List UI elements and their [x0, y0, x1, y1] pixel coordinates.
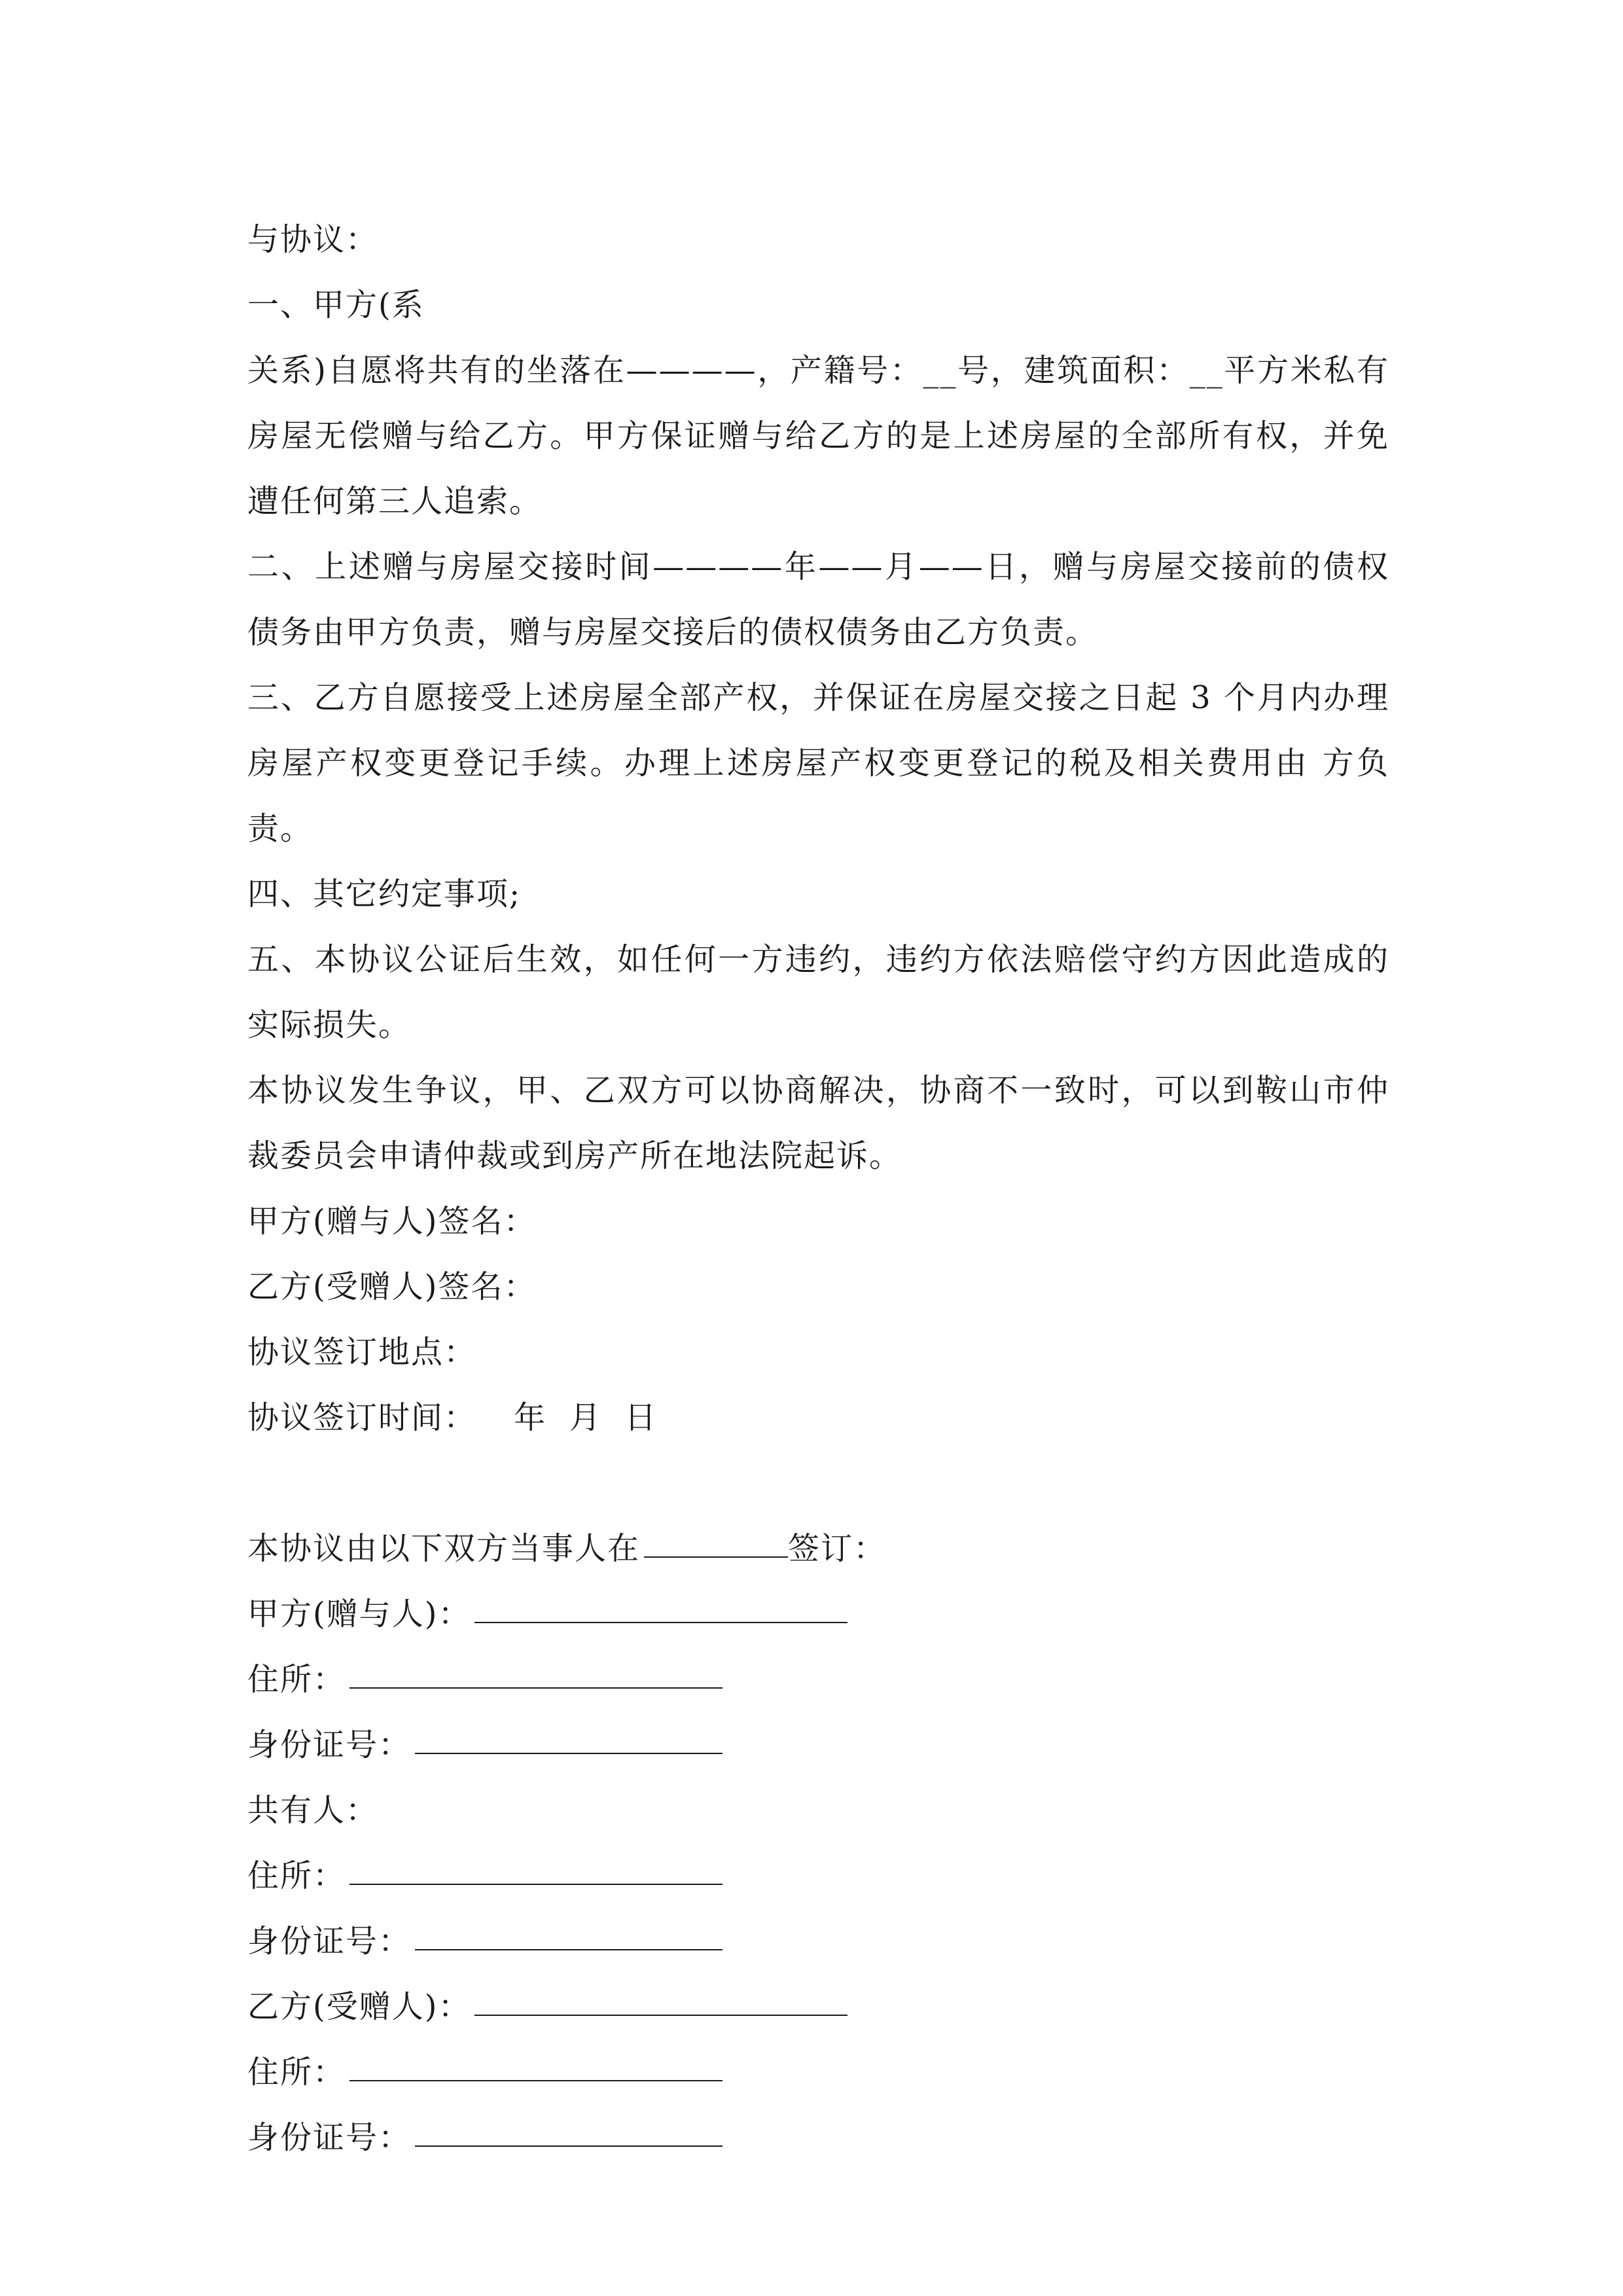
- clause-2-text: 二、上述赠与房屋交接时间————年——月——日，赠与房屋交接前的债权债务由甲方负责，赠与房屋交接后的债权债务由乙方负责。: [247, 548, 1389, 651]
- id-blank-3: [415, 2105, 722, 2147]
- address-row-1: [247, 1647, 1389, 1712]
- address-blank-2: [349, 1843, 722, 1885]
- clause-1-text: 关系)自愿将共有的坐落在————，产籍号：__号，建筑面积：__平方米私有房屋无偿赠与给乙方。甲方保证赠与给乙方的是上述房屋的全部所有权，并免遭任何第三人追索。: [247, 352, 1389, 520]
- signing-place-label: 协议签订地点：: [247, 1334, 477, 1371]
- clause-4-text: 四、其它约定事项;: [247, 876, 522, 912]
- address-label-3: 住所：: [247, 2054, 346, 2090]
- party-b-blank: [474, 1974, 847, 2016]
- address-blank-3: [349, 2039, 722, 2081]
- party-b-label: 乙方(受赠人)：: [247, 1988, 471, 2025]
- date-units: 年 月 日: [514, 1399, 658, 1436]
- address-row-2: [247, 1843, 1389, 1909]
- clause-3-text: 三、乙方自愿接受上述房屋全部产权，并保证在房屋交接之日起 3 个月内办理房屋产权变更登记手续。办理上述房屋产权变更登记的税及相关费用由 方负责。: [247, 679, 1389, 847]
- party-b-signature-label: 乙方(受赠人)签名：: [247, 1268, 537, 1305]
- agreement-body: [247, 207, 1389, 2170]
- id-row-3: [247, 2105, 1389, 2170]
- spacer: [247, 1450, 1389, 1516]
- signed-location-suffix: 签订：: [788, 1530, 887, 1567]
- id-blank-1: [415, 1712, 722, 1754]
- id-blank-2: [415, 1909, 722, 1950]
- party-a-signature-label: 甲方(赠与人)签名：: [247, 1203, 537, 1240]
- clause-5-text: 五、本协议公证后生效，如任何一方违约，违约方依法赔偿守约方因此造成的实际损失。: [247, 941, 1389, 1043]
- address-label-2: 住所：: [247, 1857, 346, 1894]
- id-label-1: 身份证号：: [247, 1727, 412, 1763]
- clause-1-heading: 一、甲方(系: [247, 287, 425, 323]
- party-b-row: [247, 1974, 1389, 2039]
- party-a-row: [247, 1581, 1389, 1647]
- id-row-1: [247, 1712, 1389, 1778]
- id-label-2: 身份证号：: [247, 1923, 412, 1960]
- id-row-2: [247, 1909, 1389, 1974]
- signed-location-prefix: 本协议由以下双方当事人在: [247, 1530, 641, 1567]
- intro-line: 与协议：: [247, 221, 379, 258]
- party-a-blank: [474, 1581, 847, 1623]
- address-row-3: [247, 2039, 1389, 2105]
- id-label-3: 身份证号：: [247, 2119, 412, 2156]
- signing-time-label: 协议签订时间：: [247, 1399, 477, 1436]
- dispute-clause: 本协议发生争议，甲、乙双方可以协商解决，协商不一致时，可以到鞍山市仲裁委员会申请仲裁或到房产所在地法院起诉。: [247, 1072, 1389, 1174]
- co-owner-label: 共有人：: [247, 1792, 379, 1829]
- signed-location-blank: [644, 1516, 788, 1558]
- address-label-1: 住所：: [247, 1661, 346, 1698]
- address-blank-1: [349, 1647, 722, 1689]
- signing-time-row: [247, 1385, 1389, 1450]
- party-a-label: 甲方(赠与人)：: [247, 1596, 471, 1632]
- signed-location-row: [247, 1516, 1389, 1581]
